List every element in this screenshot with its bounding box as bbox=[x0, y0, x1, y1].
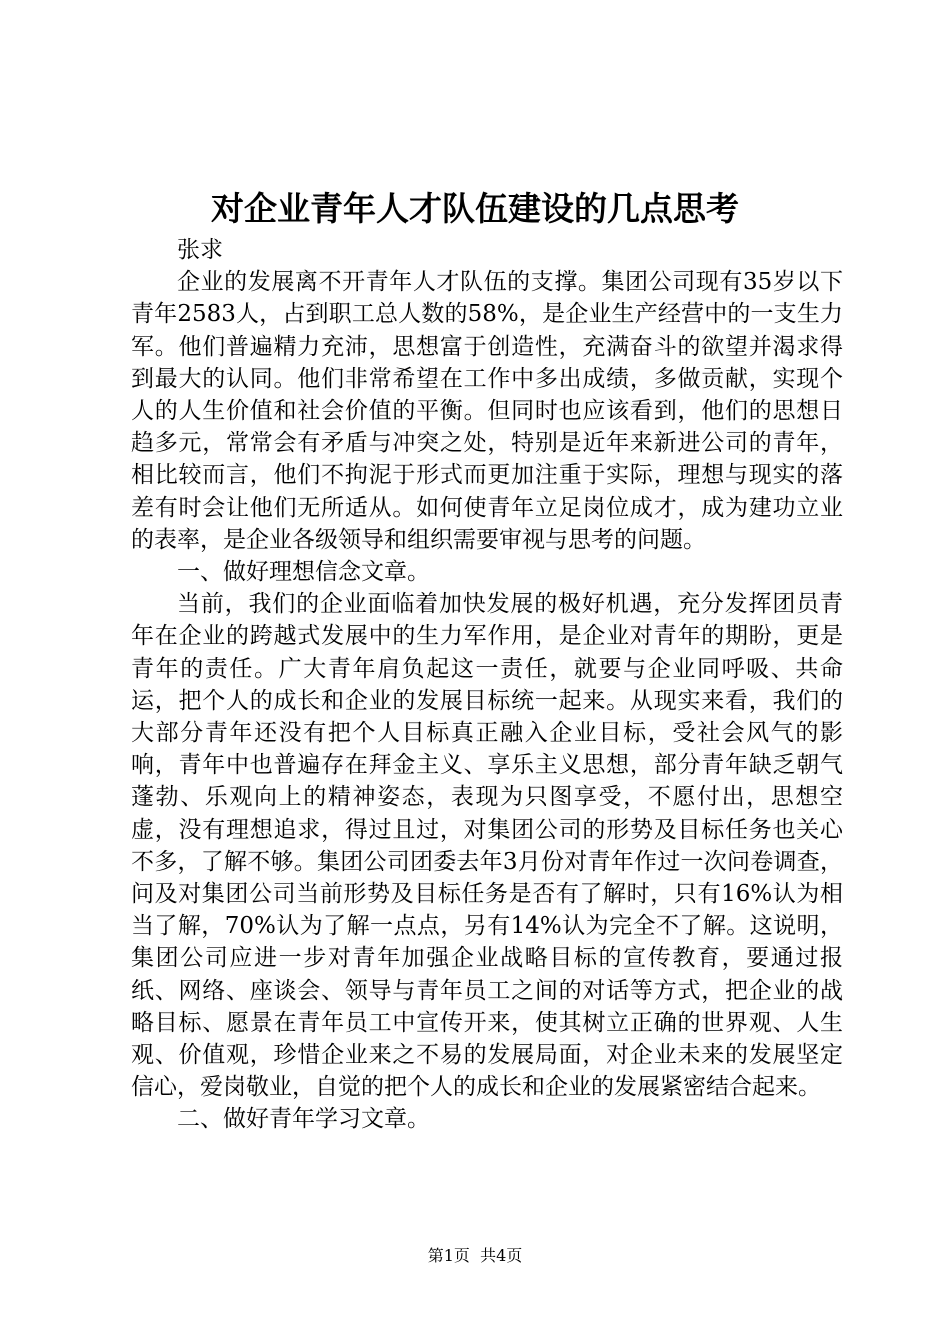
paragraph-intro: 企业的发展离不开青年人才队伍的支撑。集团公司现有35岁以下青年2583人，占到职工总人数的58%，是企业生产经营中的一支生力军。他们普遍精力充沛，思想富于创造性，充满奋斗的欲望并渴求得到最大的认同。他们非常希望在工作中多出成绩，多做贡献，实现个人的人生价值和社会价值的平衡。但同时也应该看到，他们的思想日趋多元，常常会有矛盾与冲突之处，特别是近年来新进公司的青年，相比较而言，他们不拘泥于形式而更加注重于实际，理想与现实的落差有时会让他们无所适从。如何使青年立足岗位成才，成为建功立业的表率，是企业各级领导和组织需要审视与思考的问题。 bbox=[131, 269, 843, 553]
author-line: 张求 bbox=[177, 237, 223, 263]
document-title: 对企业青年人才队伍建设的几点思考 bbox=[211, 189, 739, 228]
document-body bbox=[131, 234, 843, 1136]
section-heading-1: 一、做好理想信念文章。 bbox=[177, 559, 430, 586]
page-number: 第1页 bbox=[427, 1246, 470, 1265]
page-footer bbox=[0, 1245, 950, 1267]
paragraph-section-1: 当前，我们的企业面临着加快发展的极好机遇，充分发挥团员青年在企业的跨越式发展中的生力军作用，是企业对青年的期盼，更是青年的责任。广大青年肩负起这一责任，就要与企业同呼吸、共命运，把个人的成长和企业的发展目标统一起来。从现实来看，我们的大部分青年还没有把个人目标真正融入企业目标，受社会风气的影响，青年中也普遍存在拜金主义、享乐主义思想，部分青年缺乏朝气蓬勃、乐观向上的精神姿态，表现为只图享受，不愿付出，思想空虚，没有理想追求，得过且过，对集团公司的形势及目标任务也关心不多，了解不够。集团公司团委去年3月份对青年作过一次问卷调查，问及对集团公司当前形势及目标任务是否有了解时，只有16%认为相当了解，70%认为了解一点点，另有14%认为完全不了解。这说明，集团公司应进一步对青年加强企业战略目标的宣传教育，要通过报纸、网络、座谈会、领导与青年员工之间的对话等方式，把企业的战略目标、愿景在青年员工中宣传开来，使其树立正确的世界观、人生观、价值观，珍惜企业来之不易的发展局面，对企业未来的发展坚定信心，爱岗敬业，自觉的把个人的成长和企业的发展紧密结合起来。 bbox=[131, 591, 843, 1101]
page-total: 共4页 bbox=[480, 1246, 523, 1265]
section-heading-2: 二、做好青年学习文章。 bbox=[177, 1106, 430, 1133]
